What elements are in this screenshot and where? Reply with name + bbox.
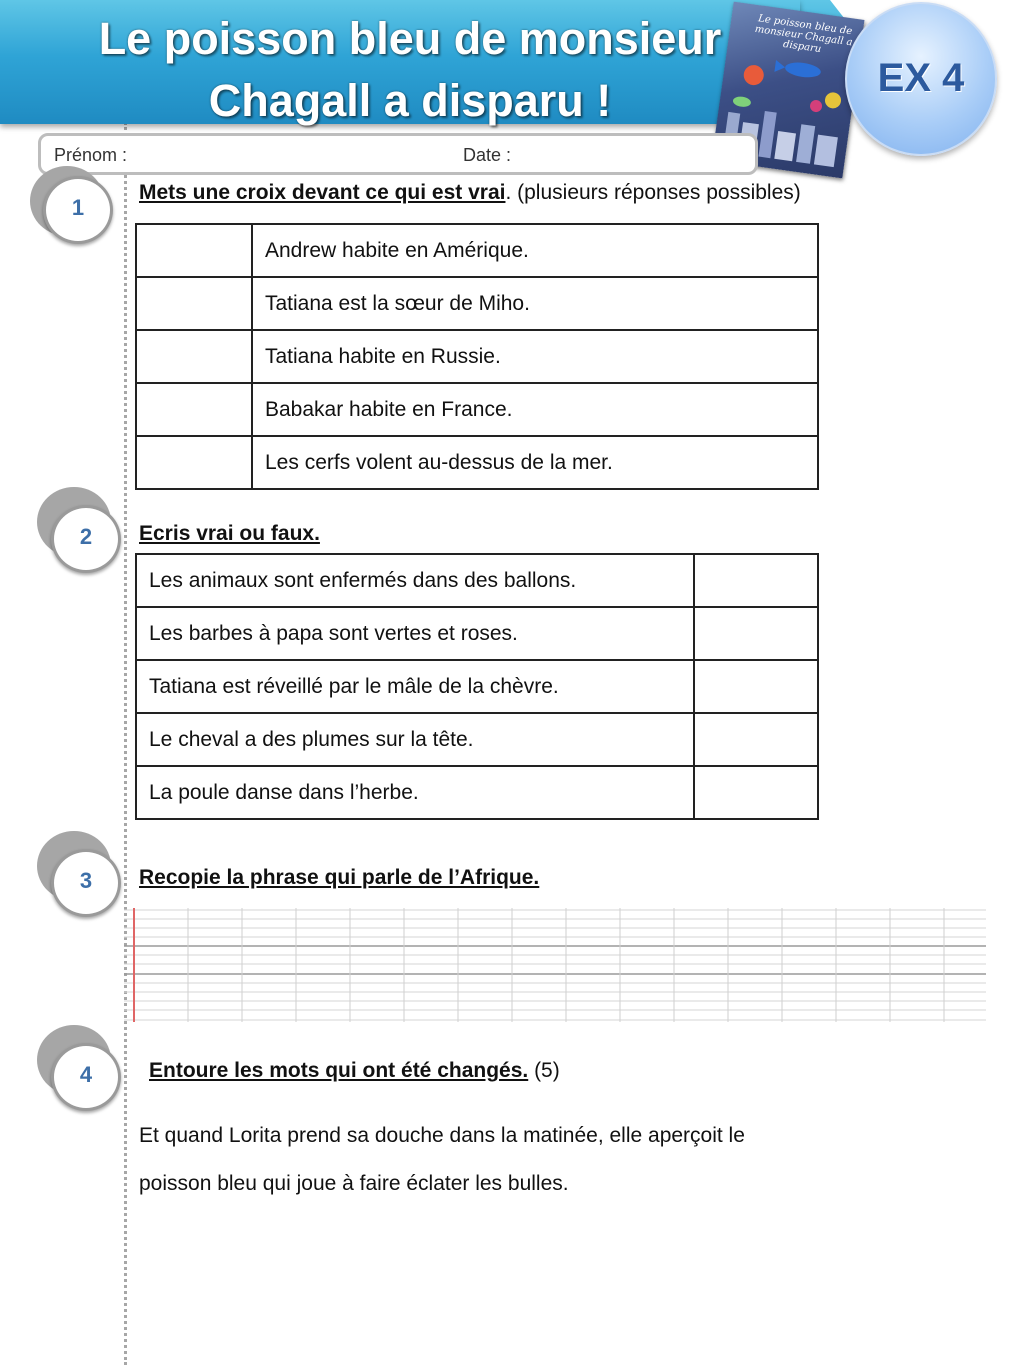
q1-instruction bbox=[139, 180, 801, 206]
margin-dotted-line bbox=[124, 122, 127, 1365]
checkbox-cell-2[interactable] bbox=[136, 277, 252, 330]
step-3-number: 3 bbox=[79, 868, 93, 893]
answer-cell-1[interactable] bbox=[694, 554, 818, 607]
statement-2: Les barbes à papa sont vertes et roses. bbox=[136, 607, 694, 660]
checkbox-cell-4[interactable] bbox=[136, 383, 252, 436]
answer-cell-2[interactable] bbox=[694, 607, 818, 660]
book-cover-title: Le poisson bleu de monsieur Chagall a disparu bbox=[754, 13, 854, 56]
statement-3: Tatiana est réveillé par le mâle de la chèvre. bbox=[136, 660, 694, 713]
checkbox-cell-1[interactable] bbox=[136, 224, 252, 277]
prenom-label: Prénom : bbox=[54, 145, 128, 165]
statement-1: Andrew habite en Amérique. bbox=[252, 224, 818, 277]
statement-3: Tatiana habite en Russie. bbox=[252, 330, 818, 383]
checkbox-cell-5[interactable] bbox=[136, 436, 252, 489]
checkbox-cell-3[interactable] bbox=[136, 330, 252, 383]
q3-instruction-text: Recopie la phrase qui parle de l’Afrique. bbox=[139, 866, 540, 889]
q2-table bbox=[135, 553, 819, 820]
answer-cell-4[interactable] bbox=[694, 713, 818, 766]
table-row bbox=[136, 224, 818, 277]
table-row bbox=[136, 766, 818, 819]
q4-instruction bbox=[149, 1058, 560, 1084]
page-title-line1: Le poisson bleu de monsieur bbox=[98, 13, 722, 64]
writing-lines[interactable] bbox=[124, 908, 986, 1022]
statement-4: Le cheval a des plumes sur la tête. bbox=[136, 713, 694, 766]
q4-paragraph-line1[interactable]: Et quand Lorita prend sa douche dans la matinée, elle aperçoit le bbox=[139, 1124, 745, 1147]
date-label: Date : bbox=[463, 145, 512, 165]
q4-instruction-main: Entoure les mots qui ont été changés. bbox=[149, 1059, 529, 1082]
table-row bbox=[136, 713, 818, 766]
q2-instruction bbox=[139, 521, 320, 547]
table-row bbox=[136, 554, 818, 607]
q1-instruction-main: Mets une croix devant ce qui est vrai bbox=[139, 181, 506, 204]
step-2-number: 2 bbox=[79, 524, 93, 549]
q3-instruction bbox=[139, 865, 539, 891]
q4-paragraph-line2[interactable]: poisson bleu qui joue à faire éclater les bulles. bbox=[139, 1172, 569, 1195]
table-row bbox=[136, 330, 818, 383]
statement-2: Tatiana est la sœur de Miho. bbox=[252, 277, 818, 330]
q4-instruction-note: (5) bbox=[528, 1059, 560, 1082]
statement-1: Les animaux sont enfermés dans des ballons. bbox=[136, 554, 694, 607]
table-row bbox=[136, 383, 818, 436]
step-4-number: 4 bbox=[79, 1062, 93, 1087]
statement-5: Les cerfs volent au-dessus de la mer. bbox=[252, 436, 818, 489]
table-row bbox=[136, 607, 818, 660]
q1-table bbox=[135, 223, 819, 490]
exercise-label: EX 4 bbox=[877, 56, 965, 100]
statement-4: Babakar habite en France. bbox=[252, 383, 818, 436]
q1-instruction-note: . (plusieurs réponses possibles) bbox=[505, 181, 801, 204]
step-1-number: 1 bbox=[71, 195, 85, 220]
page-title-line2: Chagall a disparu ! bbox=[208, 75, 612, 126]
answer-cell-3[interactable] bbox=[694, 660, 818, 713]
name-date-bar bbox=[38, 133, 758, 175]
table-row bbox=[136, 277, 818, 330]
q2-instruction-text: Ecris vrai ou faux. bbox=[139, 522, 320, 545]
statement-5: La poule danse dans l’herbe. bbox=[136, 766, 694, 819]
table-row bbox=[136, 436, 818, 489]
answer-cell-5[interactable] bbox=[694, 766, 818, 819]
table-row bbox=[136, 660, 818, 713]
